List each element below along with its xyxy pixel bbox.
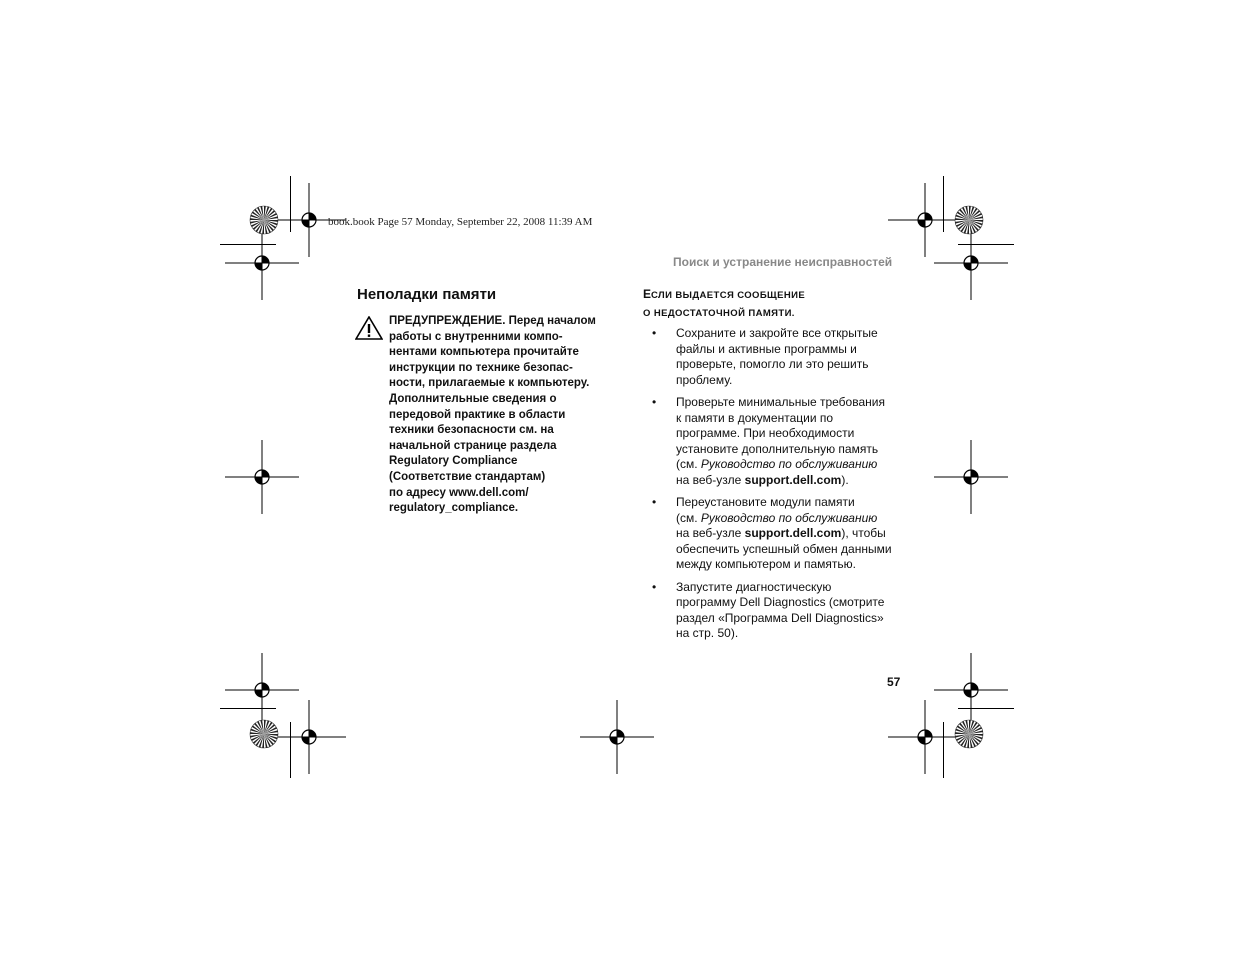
warning-line: Regulatory Compliance <box>389 455 518 468</box>
warning-line: ности, прилагаемые к компьютеру. <box>389 377 590 390</box>
warning-line: ПРЕДУПРЕЖДЕНИЕ. Перед началом <box>389 315 596 327</box>
registration-target-icon <box>934 226 1008 300</box>
heading-line2: О НЕДОСТАТОЧНОЙ ПАМЯТИ. <box>643 308 795 319</box>
warning-line: начальной странице раздела <box>389 439 557 452</box>
list-item-line: файлы и активные программы и <box>676 341 857 356</box>
list-item-line: Запустите диагностическую <box>676 579 832 594</box>
list-item-line: Переустановите модули памяти <box>676 495 855 509</box>
list-item-line: Сохраните и закройте все открытые <box>676 326 878 340</box>
list-item-line: к памяти в документации по <box>676 410 834 425</box>
warning-text <box>389 314 629 517</box>
ref-prefix: (см. <box>676 457 701 471</box>
registration-target-icon <box>225 653 299 727</box>
running-head: Поиск и устранение неисправностей <box>673 255 893 269</box>
bullet-list <box>650 326 910 649</box>
list-item-line: программу Dell Diagnostics (смотрите <box>676 595 885 609</box>
list-item <box>650 580 910 642</box>
warning-line: передовой практике в области <box>389 408 566 421</box>
warning-line: regulatory_compliance. <box>389 502 519 515</box>
list-item-line <box>676 473 910 489</box>
warning-line: (Соответствие стандартам) <box>389 470 546 483</box>
manual-title: Руководство по обслуживанию <box>700 510 878 525</box>
bullet-dot: • <box>652 395 657 409</box>
list-item-line: проверьте, помогло ли это решить <box>676 357 869 371</box>
bullet-dot: • <box>652 495 657 509</box>
list-item-line <box>676 511 910 527</box>
bullet-dot: • <box>652 326 657 340</box>
warning-line: инструкции по технике безопас- <box>389 361 573 374</box>
list-item <box>650 395 910 488</box>
list-item-line: проблему. <box>676 372 733 387</box>
warning-line: Дополнительные сведения о <box>389 392 557 405</box>
print-header-line: book.book Page 57 Monday, September 22, 2008 11:39 AM <box>328 216 593 228</box>
registration-target-icon <box>225 440 299 514</box>
list-item-line: на стр. 50). <box>676 626 739 640</box>
warning-line: техники безопасности см. на <box>389 424 554 437</box>
list-item-line: программе. При необходимости <box>676 426 855 440</box>
section-heading: Неполадки памяти <box>357 286 497 303</box>
heading-line1: СЛИ ВЫДАЕТСЯ СООБЩЕНИЕ <box>651 290 806 301</box>
site-suffix: ). <box>841 472 849 487</box>
starburst-dial-icon <box>249 719 279 749</box>
support-site: support.dell.com <box>744 526 842 540</box>
list-item <box>650 326 910 388</box>
right-heading <box>643 286 805 322</box>
list-item-line <box>676 526 910 542</box>
site-prefix: на веб-узле <box>676 526 745 540</box>
support-site: support.dell.com <box>744 472 842 487</box>
list-item-line: Проверьте минимальные требования <box>676 395 885 409</box>
registration-target-icon <box>934 653 1008 727</box>
registration-target-icon <box>272 700 346 774</box>
registration-target-icon <box>888 183 962 257</box>
registration-target-icon <box>225 226 299 300</box>
bullet-dot: • <box>652 579 657 594</box>
heading-initial: Е <box>643 287 652 301</box>
registration-target-icon <box>580 700 654 774</box>
list-item <box>650 495 910 573</box>
site-suffix: ), чтобы <box>841 526 886 540</box>
warning-line: нентами компьютера прочитайте <box>389 346 579 359</box>
manual-title: Руководство по обслуживанию <box>700 457 878 471</box>
warning-line: работы с внутренними компо- <box>389 330 563 343</box>
registration-target-icon <box>934 440 1008 514</box>
warning-triangle-icon <box>355 316 383 340</box>
starburst-dial-icon <box>249 205 279 235</box>
page-number: 57 <box>887 675 901 689</box>
site-prefix: на веб-узле <box>676 472 745 487</box>
warning-line: по адресу www.dell.com/ <box>389 486 529 499</box>
registration-target-icon <box>888 700 962 774</box>
list-item-line: обеспечить успешный обмен данными <box>676 541 892 556</box>
starburst-dial-icon <box>954 719 984 749</box>
list-item-line <box>676 457 910 473</box>
ref-prefix: (см. <box>676 510 701 525</box>
list-item-line: установите дополнительную память <box>676 441 879 456</box>
list-item-line: между компьютером и памятью. <box>676 557 856 571</box>
starburst-dial-icon <box>954 205 984 235</box>
list-item-line: раздел «Программа Dell Diagnostics» <box>676 610 884 625</box>
